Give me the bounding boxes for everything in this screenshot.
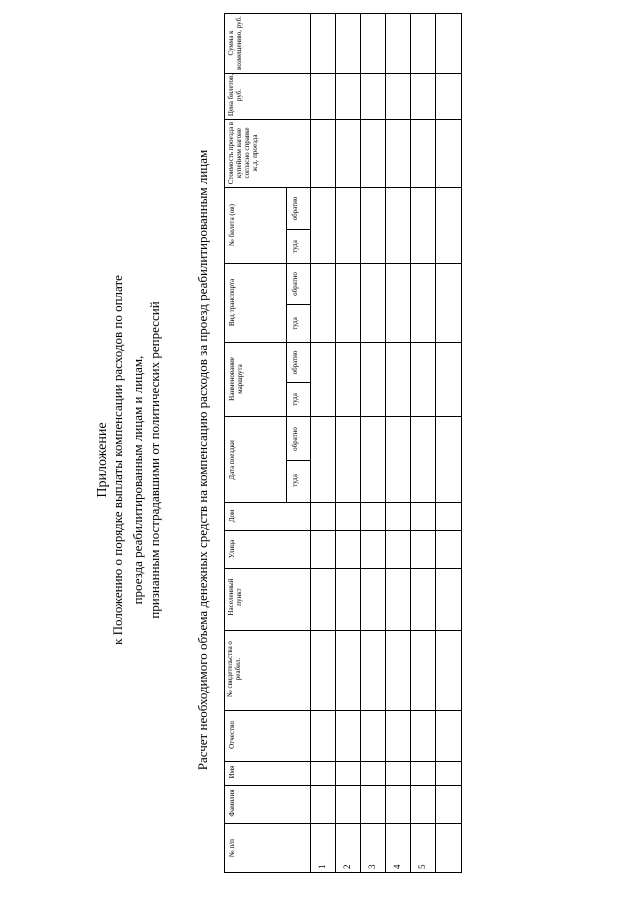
col-header-name: Имя [228,765,236,779]
col-divider [224,73,462,74]
col-header-patronymic: Отчество [228,721,236,749]
col-divider [224,823,462,824]
subheader-there: туда [291,240,299,253]
subheader-there: туда [291,474,299,487]
subheader-back: обратно [291,272,299,296]
col-divider [224,568,462,569]
row-number: 5 [417,864,427,869]
col-header-certificate: № свидетельства о реабил. [226,641,242,697]
row-number: 4 [392,864,402,869]
row-number: 2 [342,864,352,869]
reimbursement-table [224,13,462,873]
subheader-back: обратно [291,427,299,451]
col-header-cost: Стоимость проезда в купейном вагоне согласно справке ж.д. проезда [227,121,259,185]
col-divider [224,710,462,711]
table-border [224,13,225,873]
col-divider [224,187,462,188]
row-divider [360,13,361,873]
subheader-back: обратно [291,350,299,375]
col-header-street: Улица [228,539,236,559]
col-header-surname: Фамилия [228,789,236,817]
appendix-line-2: проезда реабилитированным лицам и лицам, [130,355,145,605]
row-divider [385,13,386,873]
col-divider [224,761,462,762]
row-number: 1 [317,864,327,869]
subheader-divider [310,187,311,502]
subheader-divider [286,229,310,230]
row-divider [335,13,336,873]
appendix-title: Приложение [95,422,110,498]
subheader-back: обратно [291,196,299,221]
table-border [224,13,462,14]
col-header-route: Наименование маршрута [228,357,244,401]
col-header-trip-date: Дата поездки [228,440,236,480]
subheader-there: туда [291,317,299,330]
table-caption: Расчет необходимого объема денежных средств на компенсацию расходов за проезд реабилитированным лицам [195,149,210,771]
col-header-transport: Вид транспорта [228,278,236,327]
table-border [224,872,462,873]
table-border [461,13,462,873]
row-divider [435,13,436,873]
col-header-house: Дом [228,509,236,523]
row-number: 3 [367,864,377,869]
col-divider [224,630,462,631]
subheader-divider [286,187,287,502]
appendix-line-1: к Положению о порядке выплаты компенсации расходов по оплате [110,275,125,645]
subheader-there: туда [291,393,299,406]
col-divider [224,502,462,503]
col-divider [224,416,462,417]
col-divider [224,342,462,343]
appendix-line-3: признанным пострадавшими от политических репрессий [147,301,162,619]
row-divider [410,13,411,873]
col-divider [224,785,462,786]
subheader-divider [286,460,310,461]
col-divider [224,263,462,264]
col-header-sum: Сумма к возмещению, руб. [227,16,243,70]
col-header-num: № п/п [228,839,236,857]
subheader-divider [286,382,310,383]
col-header-price: Цена билетов, руб. [227,73,243,117]
col-divider [224,530,462,531]
col-divider [224,119,462,120]
subheader-divider [286,304,310,305]
col-header-locality: Населенный пункт [227,578,243,616]
col-header-ticket-no: № билета (ов) [228,204,236,246]
